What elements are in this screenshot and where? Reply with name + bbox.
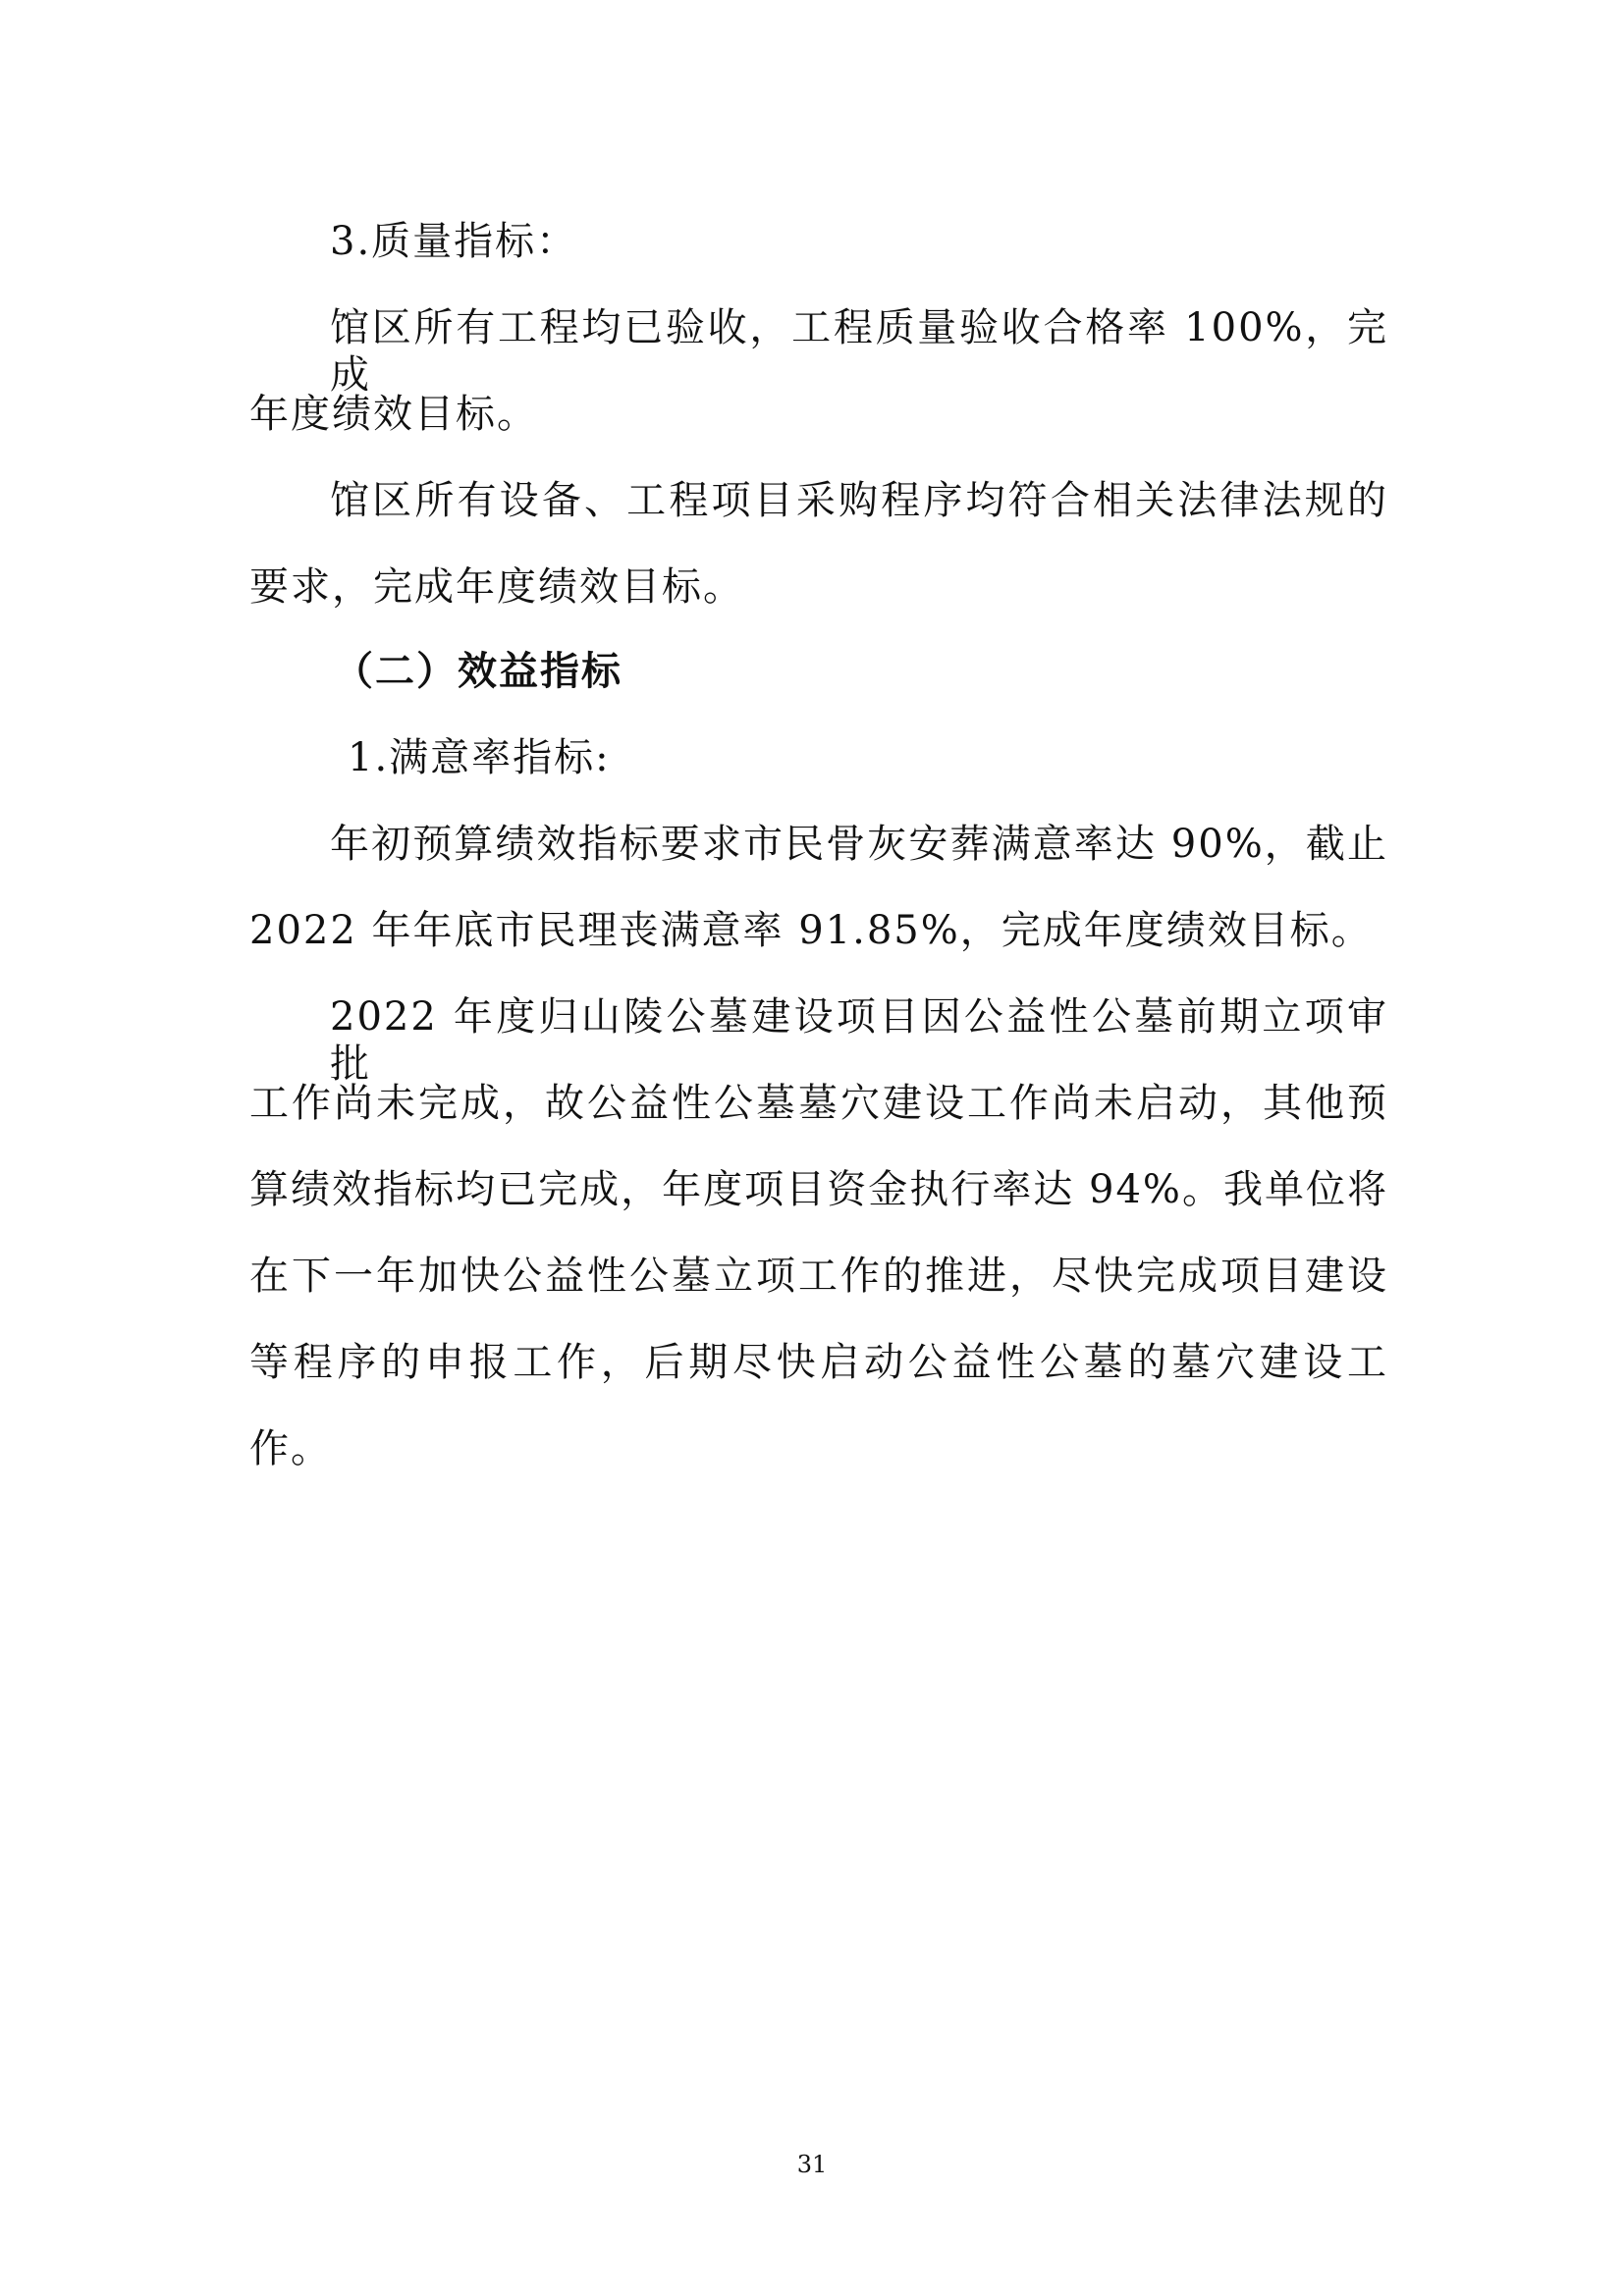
paragraph-line: 年初预算绩效指标要求市民骨灰安葬满意率达 90%，截止	[330, 822, 1388, 867]
section-heading-benefit-indicators: （二）效益指标	[334, 649, 623, 694]
paragraph-line: 馆区所有工程均已验收，工程质量验收合格率 100%，完成	[330, 305, 1388, 398]
page-number: 31	[796, 2151, 828, 2178]
satisfaction-indicator-heading: 1.满意率指标:	[348, 735, 611, 780]
quality-indicator-heading: 3.质量指标：	[330, 219, 578, 264]
paragraph-line: 作。	[249, 1426, 332, 1471]
paragraph-line: 等程序的申报工作，后期尽快启动公益性公墓的墓穴建设工	[249, 1340, 1388, 1385]
paragraph-line: 年度绩效目标。	[249, 392, 538, 437]
paragraph-line: 要求，完成年度绩效目标。	[249, 564, 744, 610]
paragraph-line: 馆区所有设备、工程项目采购程序均符合相关法律法规的	[330, 478, 1388, 523]
paragraph-line: 2022 年年底市民理丧满意率 91.85%，完成年度绩效目标。	[249, 908, 1373, 953]
paragraph-line: 2022 年度归山陵公墓建设项目因公益性公墓前期立项审批	[330, 994, 1388, 1087]
paragraph-line: 工作尚未完成，故公益性公墓墓穴建设工作尚未启动，其他预	[249, 1081, 1388, 1126]
paragraph-line: 在下一年加快公益性公墓立项工作的推进，尽快完成项目建设	[249, 1254, 1388, 1299]
paragraph-line: 算绩效指标均已完成，年度项目资金执行率达 94%。我单位将	[249, 1167, 1388, 1212]
